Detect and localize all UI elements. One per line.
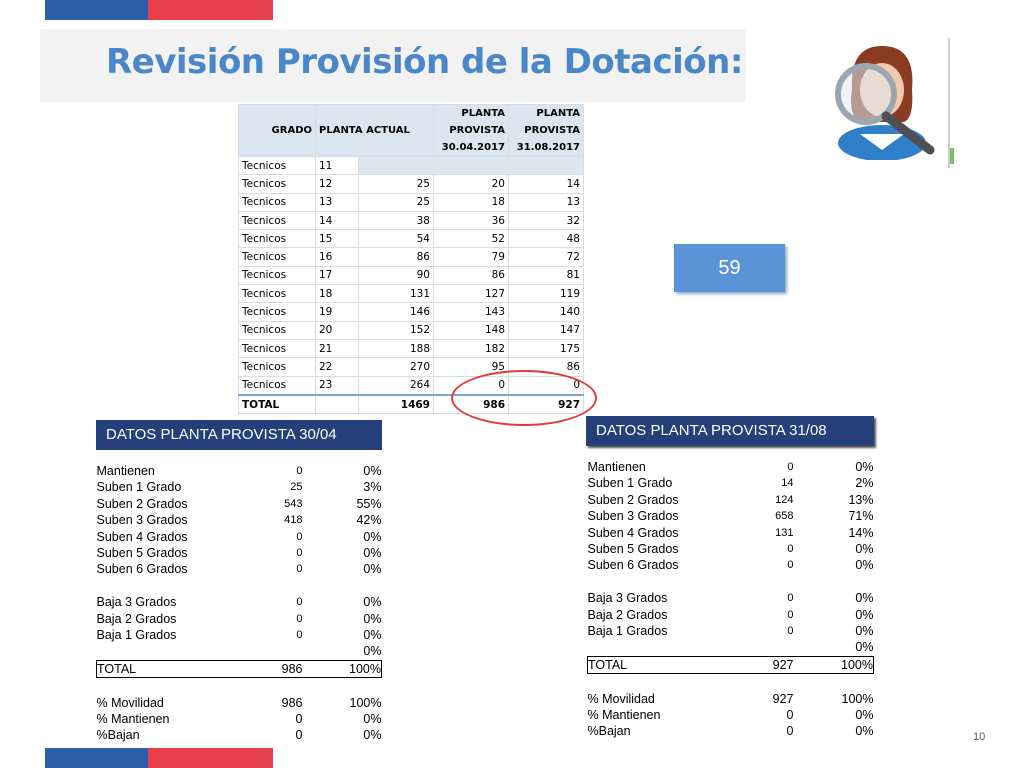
- row-count: 131: [775, 526, 794, 539]
- cell-actual: 270: [359, 358, 434, 376]
- row-percent: 71%: [848, 509, 874, 524]
- row-count: [738, 639, 794, 656]
- cell-provista-3004: 95: [434, 358, 509, 376]
- stat-row: [97, 711, 382, 727]
- row-label: [588, 574, 738, 590]
- cell-actual: 146: [359, 303, 434, 321]
- row-label: Suben 6 Grados: [587, 558, 679, 573]
- row-percent: 14%: [848, 525, 874, 540]
- row-label: Mantienen: [96, 464, 155, 478]
- row-count: 0: [296, 465, 303, 477]
- row-percent: 0%: [363, 464, 382, 478]
- row-count: [738, 574, 794, 590]
- row-label: Suben 3 Grados: [96, 513, 188, 528]
- row-label: [97, 643, 257, 660]
- cell-grado: 23: [316, 376, 359, 395]
- table-row: [239, 157, 584, 175]
- row-label: Suben 5 Grados: [96, 546, 188, 561]
- cell-provista-3004: 79: [434, 248, 509, 266]
- total-grado: [316, 395, 359, 414]
- table-row: [239, 175, 584, 193]
- row-label: [588, 639, 738, 656]
- row-label: [97, 578, 257, 594]
- row-count: 543: [284, 497, 303, 510]
- col-header-grado: GRADO: [239, 105, 316, 157]
- cell-provista-3004: 52: [434, 230, 509, 248]
- row-count: 0: [296, 596, 303, 609]
- total-count: 927: [738, 656, 794, 673]
- row-label: Mantienen: [587, 460, 646, 474]
- row-label: Suben 3 Grados: [587, 509, 679, 524]
- left-block-heading: DATOS PLANTA PROVISTA 30/04: [96, 420, 382, 450]
- row-percent: 13%: [848, 492, 874, 507]
- cell-actual: [359, 157, 584, 175]
- cell-provista-3108: 32: [509, 211, 584, 229]
- row-percent: 0%: [363, 611, 382, 626]
- cell-tipo: Tecnicos: [239, 303, 316, 321]
- right-block-table: [587, 459, 874, 740]
- cell-grado: 17: [316, 266, 359, 284]
- side-decoration: [944, 38, 956, 168]
- stat-percent: 0%: [855, 708, 874, 723]
- table-row: [239, 339, 584, 357]
- stat-label: %Bajan: [96, 728, 140, 743]
- cell-actual: 86: [359, 248, 434, 266]
- stat-percent: 0%: [363, 712, 382, 727]
- row-label: Baja 2 Grados: [96, 611, 177, 626]
- cell-provista-3108: 147: [509, 321, 584, 339]
- list-item: [97, 643, 382, 660]
- row-count: 0: [787, 461, 794, 473]
- cell-tipo: Tecnicos: [239, 321, 316, 339]
- cell-provista-3108: 0: [509, 376, 584, 395]
- row-label: Suben 5 Grados: [587, 542, 679, 557]
- total-row: [97, 660, 382, 677]
- list-item: [588, 590, 874, 606]
- stat-percent: 0%: [855, 724, 874, 739]
- cell-actual: 152: [359, 321, 434, 339]
- row-count: 14: [781, 477, 794, 490]
- stat-count: 0: [295, 728, 303, 743]
- row-percent: 0%: [855, 591, 874, 606]
- list-item: [97, 512, 382, 528]
- row-count: 0: [296, 629, 303, 642]
- list-item: [588, 639, 874, 656]
- cell-actual: 25: [359, 193, 434, 211]
- cell-actual: 90: [359, 266, 434, 284]
- row-label: Baja 3 Grados: [587, 591, 668, 606]
- cell-tipo: Tecnicos: [239, 248, 316, 266]
- row-percent: [303, 578, 382, 594]
- list-item: [588, 525, 874, 541]
- row-label: Suben 1 Grado: [96, 480, 182, 495]
- stat-percent: 100%: [349, 695, 382, 710]
- list-item: [588, 492, 874, 508]
- list-item: [97, 496, 382, 512]
- row-count: 0: [296, 612, 303, 625]
- cell-grado: 19: [316, 303, 359, 321]
- table-row: [239, 193, 584, 211]
- count-badge: 59: [674, 244, 785, 292]
- stat-label: % Mantienen: [587, 708, 661, 723]
- total-label: TOTAL: [588, 656, 738, 673]
- cell-provista-3108: 175: [509, 339, 584, 357]
- cell-provista-3108: 48: [509, 230, 584, 248]
- list-item: [97, 611, 382, 627]
- highlight-ellipse: [451, 370, 597, 426]
- cell-provista-3004: 20: [434, 175, 509, 193]
- col-header-planta-actual: PLANTA ACTUAL: [316, 105, 434, 157]
- cell-grado: 13: [316, 193, 359, 211]
- row-count: 0: [296, 530, 303, 543]
- row-label: Suben 2 Grados: [96, 496, 188, 511]
- list-item: [97, 545, 382, 561]
- row-percent: 0%: [363, 644, 382, 659]
- cell-provista-3004: 86: [434, 266, 509, 284]
- table-row: [239, 211, 584, 229]
- row-count: 0: [296, 563, 303, 576]
- cell-grado: 14: [316, 211, 359, 229]
- stat-percent: 0%: [363, 728, 382, 743]
- row-count: 0: [787, 543, 794, 556]
- list-item: [588, 459, 874, 475]
- list-item: [588, 607, 874, 623]
- cell-tipo: Tecnicos: [239, 175, 316, 193]
- cell-actual: 188: [359, 339, 434, 357]
- spacer-row: [97, 678, 382, 695]
- row-percent: 0%: [855, 460, 874, 474]
- total-provista-3004: 986: [434, 395, 509, 414]
- list-item: [97, 561, 382, 577]
- list-item: [97, 479, 382, 495]
- table-row: [239, 266, 584, 284]
- list-item: [97, 627, 382, 643]
- row-percent: 0%: [363, 562, 382, 577]
- cell-provista-3108: 86: [509, 358, 584, 376]
- stat-row: [588, 691, 874, 707]
- cell-provista-3004: 182: [434, 339, 509, 357]
- list-item: [97, 594, 382, 610]
- row-label: Suben 6 Grados: [96, 562, 188, 577]
- row-label: Baja 2 Grados: [587, 607, 668, 622]
- cell-grado: 21: [316, 339, 359, 357]
- list-item: [588, 574, 874, 590]
- bottom-blue-bar: [45, 748, 148, 768]
- row-count: [257, 578, 303, 594]
- cell-provista-3004: 18: [434, 193, 509, 211]
- cell-tipo: Tecnicos: [239, 157, 316, 175]
- stat-label: %Bajan: [587, 724, 631, 739]
- top-blue-bar: [45, 0, 148, 20]
- cell-grado: 11: [316, 157, 359, 175]
- row-count: 0: [787, 559, 794, 572]
- list-item: [588, 623, 874, 639]
- table-row: [239, 303, 584, 321]
- cell-provista-3108: 81: [509, 266, 584, 284]
- cell-provista-3108: 119: [509, 285, 584, 303]
- row-percent: 2%: [855, 476, 874, 491]
- row-count: 0: [787, 592, 794, 605]
- cell-tipo: Tecnicos: [239, 211, 316, 229]
- cell-actual: 25: [359, 175, 434, 193]
- row-count: 0: [296, 547, 303, 560]
- list-item: [588, 557, 874, 573]
- col-header-provista-3108: PLANTA PROVISTA 31.08.2017: [509, 105, 584, 157]
- stat-count: 0: [295, 712, 303, 727]
- page-number: 10: [973, 731, 986, 743]
- row-percent: 3%: [363, 480, 382, 495]
- total-percent: 100%: [303, 660, 382, 677]
- left-block-table: [96, 463, 382, 744]
- stat-count: 986: [281, 695, 303, 710]
- cell-grado: 18: [316, 285, 359, 303]
- row-label: Baja 1 Grados: [96, 628, 177, 643]
- cell-grado: 15: [316, 230, 359, 248]
- total-row: [588, 656, 874, 673]
- cell-tipo: Tecnicos: [239, 376, 316, 395]
- cell-actual: 38: [359, 211, 434, 229]
- row-percent: 0%: [855, 607, 874, 622]
- row-percent: 55%: [356, 496, 382, 511]
- cell-actual: 264: [359, 376, 434, 395]
- col-header-provista-3004: PLANTA PROVISTA 30.04.2017: [434, 105, 509, 157]
- table-row: [239, 230, 584, 248]
- page-title: Revisión Provisión de la Dotación:: [106, 42, 743, 82]
- row-percent: 0%: [855, 624, 874, 639]
- cell-tipo: Tecnicos: [239, 266, 316, 284]
- cell-provista-3108: 72: [509, 248, 584, 266]
- row-percent: 0%: [363, 628, 382, 643]
- row-percent: 42%: [356, 513, 382, 528]
- grade-table: [238, 104, 584, 414]
- list-item: [97, 578, 382, 594]
- stat-row: [97, 695, 382, 711]
- list-item: [588, 541, 874, 557]
- cell-provista-3004: 36: [434, 211, 509, 229]
- total-label: TOTAL: [239, 395, 316, 414]
- user-search-icon: [826, 38, 938, 160]
- cell-provista-3004: 143: [434, 303, 509, 321]
- cell-provista-3108: 13: [509, 193, 584, 211]
- row-label: Suben 4 Grados: [587, 525, 679, 540]
- right-block-heading: DATOS PLANTA PROVISTA 31/08: [586, 416, 874, 446]
- row-percent: [794, 574, 874, 590]
- stat-label: % Movilidad: [587, 691, 655, 706]
- row-count: 124: [775, 493, 794, 506]
- stat-count: 927: [772, 691, 794, 706]
- list-item: [588, 508, 874, 524]
- cell-actual: 54: [359, 230, 434, 248]
- row-label: Suben 4 Grados: [96, 529, 188, 544]
- stat-row: [588, 723, 874, 739]
- stat-label: % Movilidad: [96, 695, 164, 710]
- table-row: [239, 321, 584, 339]
- total-percent: 100%: [794, 656, 874, 673]
- row-percent: 0%: [363, 595, 382, 610]
- row-count: 418: [284, 514, 303, 527]
- list-item: [97, 463, 382, 479]
- bottom-red-bar: [148, 748, 273, 768]
- cell-grado: 12: [316, 175, 359, 193]
- grade-table-header-row: [239, 105, 584, 157]
- stat-row: [97, 727, 382, 743]
- cell-actual: 131: [359, 285, 434, 303]
- cell-tipo: Tecnicos: [239, 193, 316, 211]
- cell-grado: 16: [316, 248, 359, 266]
- row-count: 0: [787, 625, 794, 638]
- cell-provista-3004: 148: [434, 321, 509, 339]
- top-red-bar: [148, 0, 273, 20]
- table-row: [239, 285, 584, 303]
- cell-provista-3004: 127: [434, 285, 509, 303]
- list-item: [588, 475, 874, 491]
- row-count: [257, 643, 303, 660]
- cell-grado: 20: [316, 321, 359, 339]
- cell-provista-3108: 14: [509, 175, 584, 193]
- row-percent: 0%: [855, 542, 874, 557]
- row-percent: 0%: [363, 529, 382, 544]
- stat-label: % Mantienen: [96, 712, 170, 727]
- total-actual: 1469: [359, 395, 434, 414]
- row-count: 0: [787, 608, 794, 621]
- cell-tipo: Tecnicos: [239, 230, 316, 248]
- cell-provista-3004: 0: [434, 376, 509, 395]
- stat-row: [588, 707, 874, 723]
- row-label: Suben 2 Grados: [587, 492, 679, 507]
- stat-percent: 100%: [841, 691, 874, 706]
- row-percent: 0%: [855, 558, 874, 573]
- row-percent: 0%: [855, 640, 874, 655]
- cell-tipo: Tecnicos: [239, 285, 316, 303]
- row-label: Baja 3 Grados: [96, 595, 177, 610]
- stat-count: 0: [786, 724, 794, 739]
- cell-grado: 22: [316, 358, 359, 376]
- cell-tipo: Tecnicos: [239, 339, 316, 357]
- list-item: [97, 529, 382, 545]
- cell-tipo: Tecnicos: [239, 358, 316, 376]
- total-count: 986: [257, 660, 303, 677]
- row-count: 25: [290, 481, 303, 494]
- spacer-row: [588, 674, 874, 691]
- cell-provista-3108: 140: [509, 303, 584, 321]
- row-count: 658: [775, 510, 794, 523]
- row-label: Baja 1 Grados: [587, 624, 668, 639]
- row-percent: 0%: [363, 546, 382, 561]
- row-label: Suben 1 Grado: [587, 476, 673, 491]
- total-provista-3108: 927: [509, 395, 584, 414]
- total-label: TOTAL: [97, 660, 257, 677]
- table-row: [239, 248, 584, 266]
- stat-count: 0: [786, 708, 794, 723]
